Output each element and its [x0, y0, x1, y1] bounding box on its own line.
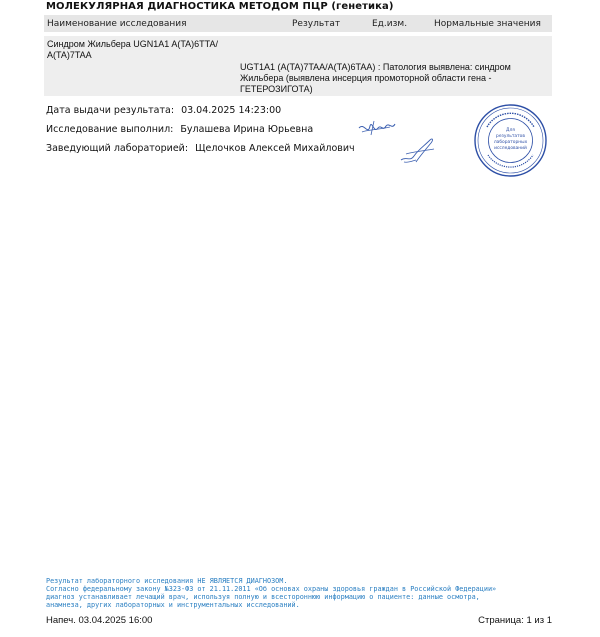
- svg-text:исследований: исследований: [494, 146, 527, 151]
- stamp-seal: [473, 103, 548, 178]
- disclaimer-line-2: Согласно федеральному закону №323-ФЗ от 21.11.2011 «Об основах охраны здоровья граждан в Российской Федерации»: [46, 585, 497, 593]
- result-date-label: Дата выдачи результата:: [46, 105, 175, 116]
- lab-head-signature: [398, 136, 438, 166]
- column-header-name: Наименование исследования: [47, 19, 187, 29]
- column-header-normal: Нормальные значения: [434, 19, 541, 29]
- result-date-value: 03.04.2025 14:23:00: [181, 105, 282, 116]
- page-number: Страница: 1 из 1: [478, 615, 552, 626]
- section-title: МОЛЕКУЛЯРНАЯ ДИАГНОСТИКА МЕТОДОМ ПЦР (генетика): [46, 1, 394, 12]
- svg-text:результатов: результатов: [496, 134, 525, 139]
- column-header-unit: Ед.изм.: [372, 19, 408, 29]
- svg-text:Для: Для: [506, 128, 515, 133]
- performer-signature: [356, 118, 398, 140]
- disclaimer-note: [46, 577, 566, 609]
- print-date: Напеч. 03.04.2025 16:00: [46, 615, 153, 626]
- test-name: Синдром Жильбера UGN1A1 A(TA)6TTA/ A(TA)7TAA: [47, 39, 218, 60]
- disclaimer-line-3: диагноз устанавливает лечащий врач, используя полную и всестороннюю информацию о пациенте: данные осмотра,: [46, 593, 480, 601]
- lab-head-line: [46, 143, 355, 154]
- performer-name: Булашева Ирина Юрьевна: [180, 124, 314, 135]
- disclaimer-line-1: Результат лабораторного исследования НЕ ЯВЛЯЕТСЯ ДИАГНОЗОМ.: [46, 577, 288, 585]
- results-table-header: [44, 15, 552, 32]
- svg-text:лабораторных: лабораторных: [493, 140, 528, 145]
- result-date-line: [46, 105, 281, 116]
- lab-head-label: Заведующий лабораторией:: [46, 143, 189, 154]
- test-result: UGT1A1 (A(TA)7TAA/A(TA)6TAA) : Патология выявлена: синдром Жильбера (выявлена инсерция промоторной области гена - ГЕТЕРОЗИГОТА): [240, 62, 511, 94]
- table-row: [44, 36, 552, 96]
- performer-label: Исследование выполнил:: [46, 124, 174, 135]
- column-header-result: Результат: [292, 19, 341, 29]
- lab-head-name: Щелочков Алексей Михайлович: [195, 143, 355, 154]
- disclaimer-line-4: анамнеза, других лабораторных и инструментальных исследований.: [46, 601, 300, 609]
- performer-line: [46, 124, 313, 135]
